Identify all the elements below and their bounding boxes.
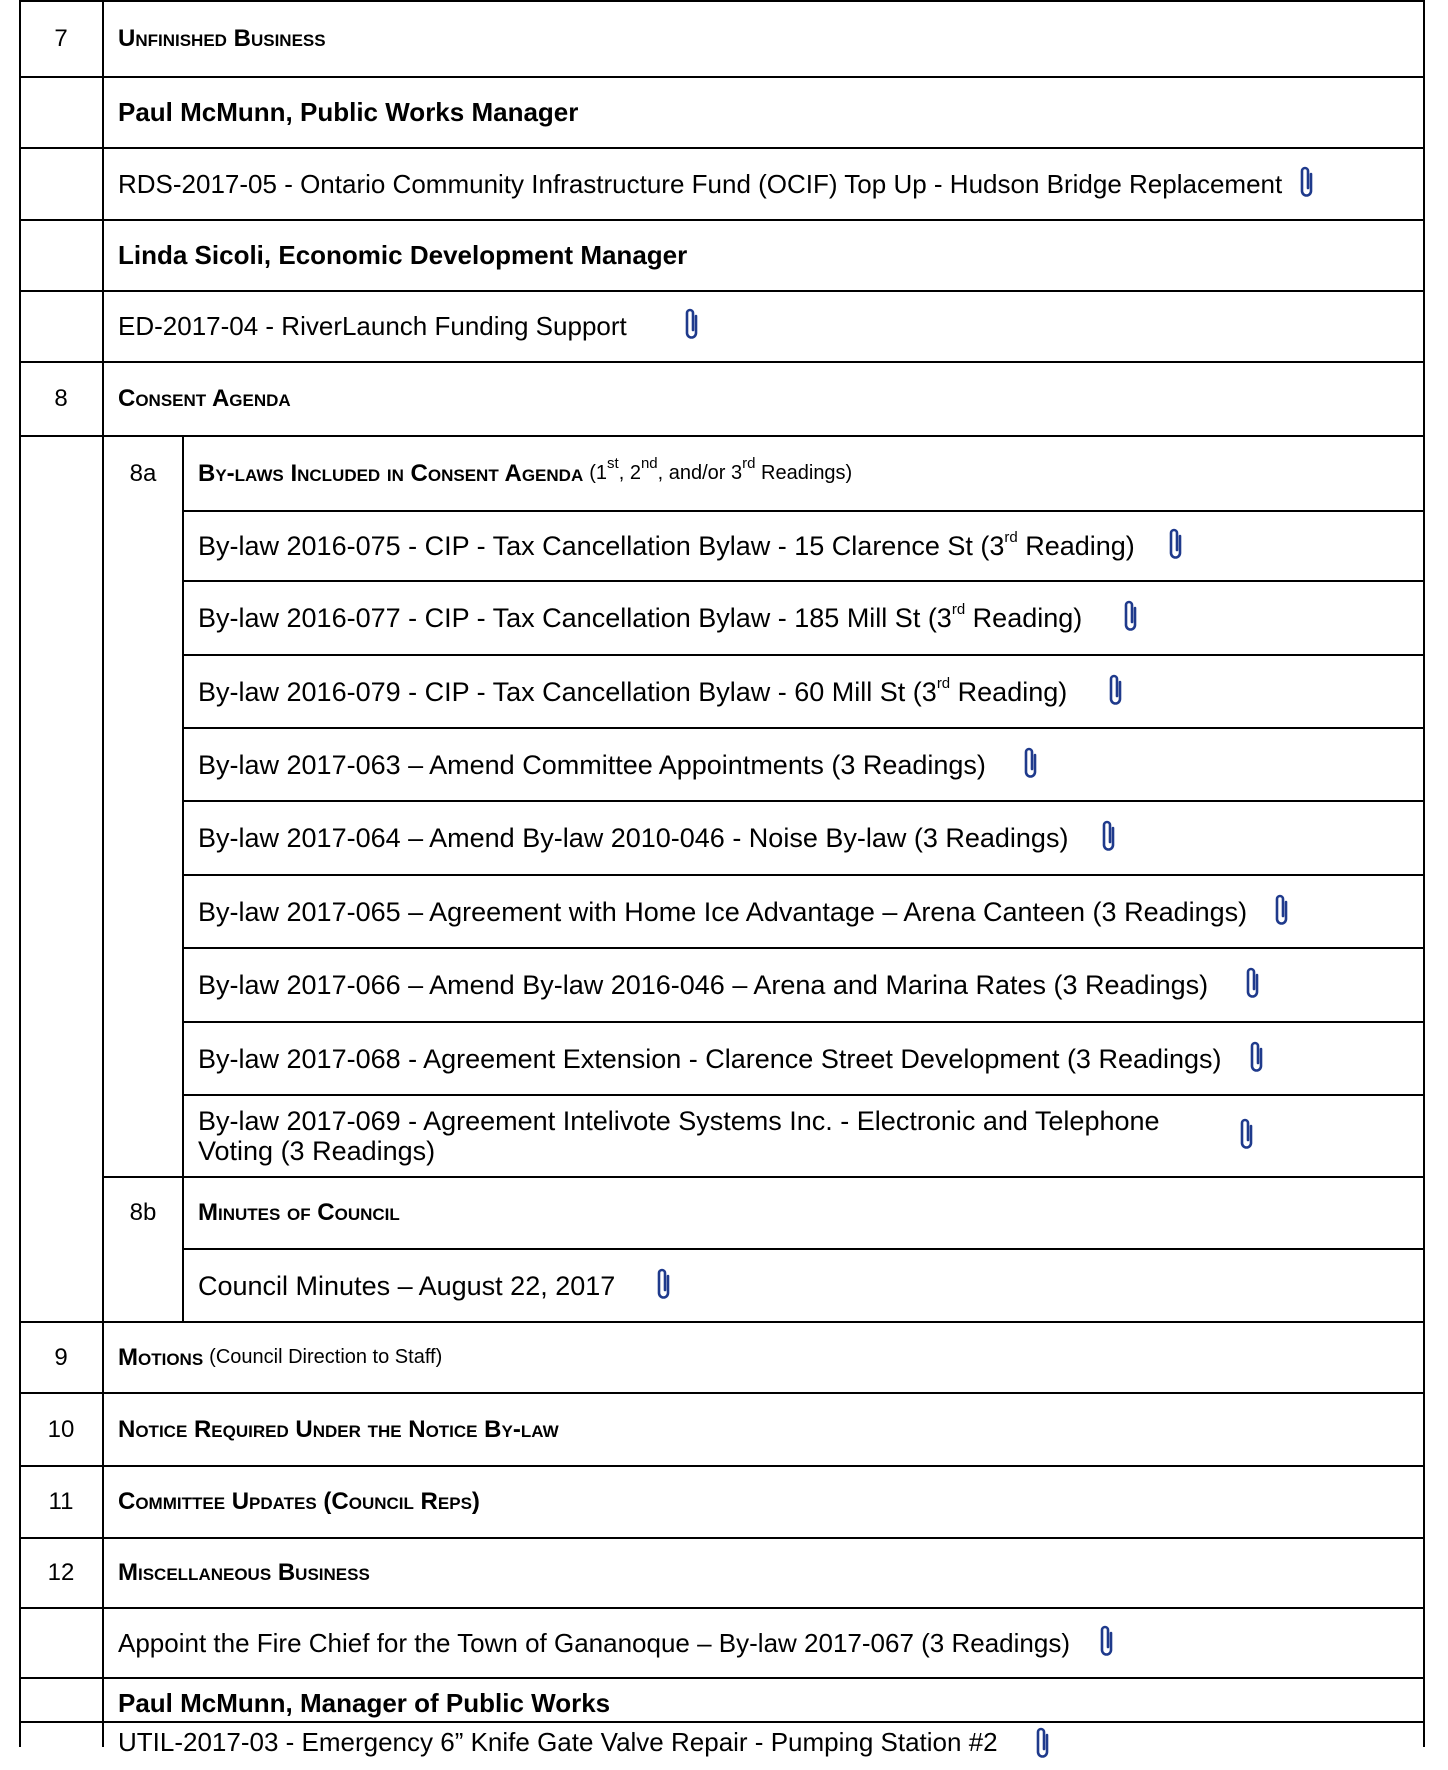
bylaw-item[interactable]: [183, 511, 1425, 581]
subsection-title: Minutes of Council: [198, 1199, 400, 1226]
subsection-title-text: By-laws Included in Consent Agenda: [198, 459, 584, 487]
row-divider: [19, 1465, 1425, 1467]
section-title: Committee Updates (Council Reps): [118, 1488, 480, 1515]
minutes-label[interactable]: Council Minutes – August 22, 2017: [198, 1270, 616, 1301]
paperclip-icon[interactable]: [1167, 527, 1185, 565]
row-divider: [19, 1321, 1425, 1323]
bylaw-item[interactable]: [183, 581, 1425, 655]
row-divider: [19, 361, 1425, 363]
row-divider: [182, 947, 1425, 949]
row-divider: [182, 1248, 1425, 1250]
section-title: Consent Agenda: [118, 385, 291, 412]
section-note: (Council Direction to Staff): [209, 1346, 443, 1368]
bylaw-item[interactable]: [183, 875, 1425, 948]
subsection-number: 8b: [129, 1199, 157, 1226]
section-title: [103, 1322, 1425, 1393]
agenda-item-label[interactable]: ED-2017-04 - RiverLaunch Funding Support: [118, 311, 627, 341]
row-divider: [19, 76, 1425, 78]
row-divider: [182, 510, 1425, 512]
row-divider: [182, 1094, 1425, 1096]
superscript: st: [607, 455, 619, 473]
agenda-item[interactable]: [103, 1726, 1425, 1770]
paperclip-icon[interactable]: [1098, 1624, 1116, 1663]
row-divider: [19, 147, 1425, 149]
column-divider: [182, 436, 184, 1322]
agenda-item-label[interactable]: Appoint the Fire Chief for the Town of Gananoque – By-law 2017-067 (3 Readings): [118, 1627, 1070, 1658]
section-number: 9: [54, 1343, 68, 1371]
paperclip-icon[interactable]: [1100, 819, 1118, 857]
paperclip-icon[interactable]: [683, 307, 701, 346]
row-divider: [182, 580, 1425, 582]
bylaw-item[interactable]: [183, 1095, 1425, 1177]
row-divider: [182, 1021, 1425, 1023]
subsection-note: [589, 455, 853, 485]
paperclip-icon[interactable]: [1107, 673, 1125, 711]
paperclip-icon[interactable]: [655, 1267, 673, 1305]
paperclip-icon[interactable]: [1244, 966, 1262, 1004]
bylaw-label-line: By-law 2017-069 - Agreement Intelivote Systems Inc. - Electronic and Telephone: [198, 1106, 1160, 1136]
row-divider: [19, 1537, 1425, 1539]
presenter-name: Paul McMunn, Public Works Manager: [118, 97, 579, 127]
section-number: 7: [54, 24, 68, 52]
bylaw-label[interactable]: [198, 1106, 1238, 1166]
section-title: Unfinished Business: [118, 24, 326, 52]
row-divider: [19, 1392, 1425, 1394]
bylaw-item[interactable]: [183, 728, 1425, 801]
section-title-text: Motions: [118, 1343, 204, 1371]
presenter-name: Paul McMunn, Manager of Public Works: [118, 1687, 611, 1718]
note-text: (1: [589, 462, 608, 484]
row-divider: [182, 654, 1425, 656]
paperclip-icon[interactable]: [1238, 1117, 1256, 1155]
superscript: nd: [640, 455, 658, 473]
paperclip-icon[interactable]: [1273, 893, 1291, 931]
section-number: 12: [47, 1559, 75, 1586]
minutes-item[interactable]: [183, 1249, 1425, 1322]
section-title: Miscellaneous Business: [118, 1559, 370, 1586]
subsection-number: 8a: [129, 459, 157, 487]
table-border: [19, 0, 1425, 2]
bylaw-item[interactable]: [183, 655, 1425, 728]
bylaw-label[interactable]: By-law 2017-063 – Amend Committee Appointments (3 Readings): [198, 749, 986, 780]
agenda-item-label[interactable]: UTIL-2017-03 - Emergency 6” Knife Gate Valve Repair - Pumping Station #2: [118, 1727, 998, 1757]
agenda-item-label[interactable]: RDS-2017-05 - Ontario Community Infrastructure Fund (OCIF) Top Up - Hudson Bridge Replacement: [118, 168, 1283, 199]
paperclip-icon[interactable]: [1122, 599, 1140, 637]
note-text: Readings): [755, 462, 853, 484]
bylaw-label-line: Voting (3 Readings): [198, 1136, 436, 1166]
row-divider: [102, 1176, 1425, 1178]
note-text: , and/or 3: [657, 462, 743, 484]
bylaw-item[interactable]: [183, 801, 1425, 875]
presenter-name: Linda Sicoli, Economic Development Manager: [118, 240, 688, 270]
bylaw-label[interactable]: By-law 2016-077 - CIP - Tax Cancellation Bylaw - 185 Mill St (3rd Reading): [198, 601, 1083, 633]
paperclip-icon[interactable]: [1248, 1040, 1266, 1078]
row-divider: [19, 1677, 1425, 1679]
superscript: rd: [742, 455, 756, 473]
bylaw-label[interactable]: By-law 2017-066 – Amend By-law 2016-046 – Arena and Marina Rates (3 Readings): [198, 970, 1209, 1000]
section-title: Notice Required Under the Notice By-law: [118, 1415, 559, 1443]
bylaw-label[interactable]: By-law 2017-068 - Agreement Extension - Clarence Street Development (3 Readings): [198, 1043, 1222, 1074]
note-text: , 2: [618, 462, 641, 484]
column-divider: [102, 0, 104, 1747]
bylaw-item[interactable]: [183, 1022, 1425, 1095]
row-divider: [182, 800, 1425, 802]
bylaw-label[interactable]: By-law 2016-079 - CIP - Tax Cancellation Bylaw - 60 Mill St (3rd Reading): [198, 674, 1068, 707]
agenda-item[interactable]: [103, 291, 1425, 362]
row-divider: [19, 219, 1425, 221]
agenda-item[interactable]: [103, 1608, 1425, 1678]
row-divider: [19, 1721, 1425, 1723]
subsection-title: [183, 436, 1425, 511]
table-border: [19, 0, 21, 1747]
bylaw-label[interactable]: By-law 2017-064 – Amend By-law 2010-046 - Noise By-law (3 Readings): [198, 823, 1069, 853]
section-number: 8: [54, 385, 68, 412]
paperclip-icon[interactable]: [1298, 165, 1316, 204]
row-divider: [19, 1607, 1425, 1609]
row-divider: [182, 874, 1425, 876]
agenda-table: [19, 0, 1425, 1757]
paperclip-icon[interactable]: [1034, 1726, 1052, 1765]
row-divider: [182, 727, 1425, 729]
bylaw-item[interactable]: [183, 948, 1425, 1022]
section-number: 11: [48, 1488, 74, 1515]
agenda-item[interactable]: [103, 148, 1425, 220]
row-divider: [19, 290, 1425, 292]
bylaw-label[interactable]: By-law 2017-065 – Agreement with Home Ice Advantage – Arena Canteen (3 Readings): [198, 896, 1248, 927]
paperclip-icon[interactable]: [1022, 746, 1040, 784]
row-divider: [19, 435, 1425, 437]
section-number: 10: [47, 1415, 75, 1443]
bylaw-label[interactable]: By-law 2016-075 - CIP - Tax Cancellation Bylaw - 15 Clarence St (3rd Reading): [198, 529, 1135, 561]
